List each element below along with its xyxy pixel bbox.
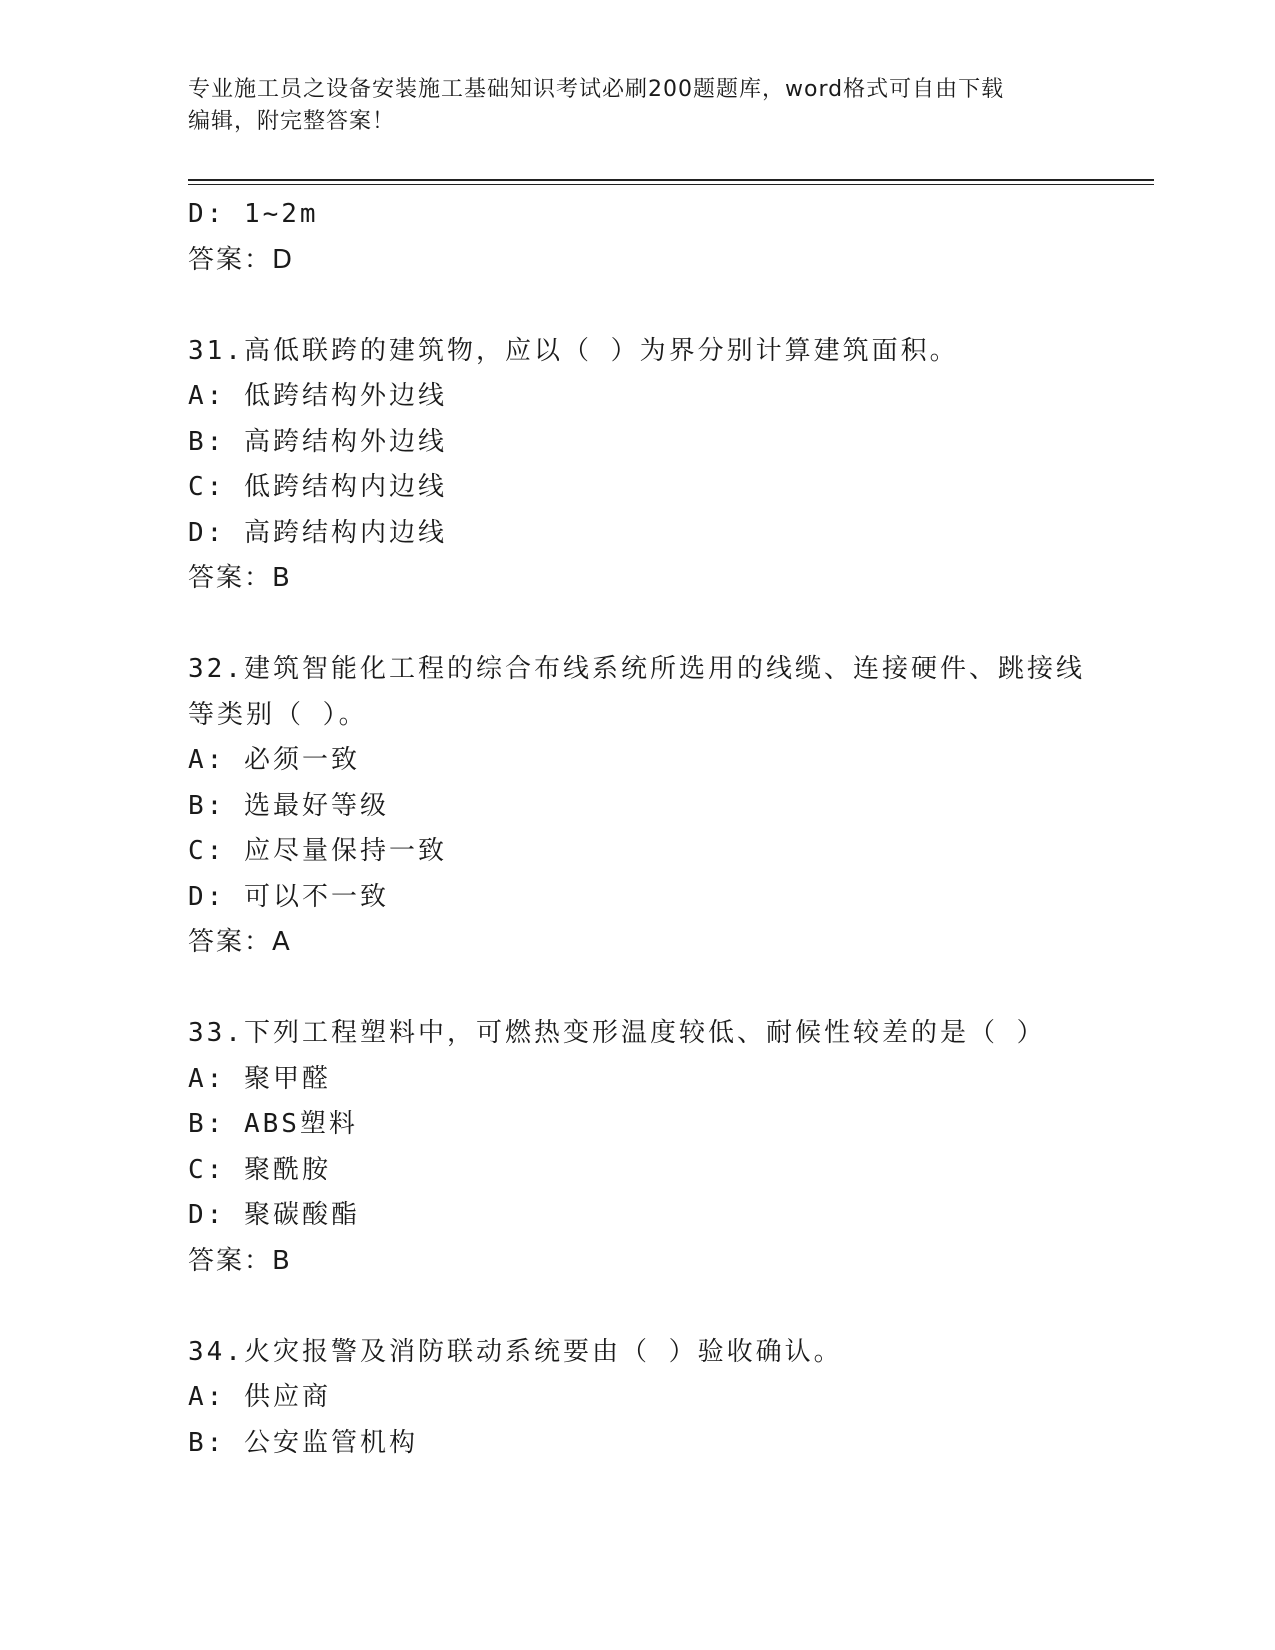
spacer: [188, 283, 1148, 329]
header-rule-thin: [188, 184, 1154, 185]
spacer: [188, 966, 1148, 1012]
option-b: B: 高跨结构外边线: [188, 426, 447, 457]
answer-line: 答案：D: [188, 244, 295, 275]
question-33: [188, 1011, 1148, 1284]
option-d: D: 高跨结构内边线: [188, 517, 447, 548]
option-d: D: 1~2m: [188, 199, 319, 229]
option-a: A: 聚甲醛: [188, 1063, 331, 1094]
question-stem: 31.高低联跨的建筑物，应以（ ）为界分别计算建筑面积。: [188, 335, 959, 366]
answer-line: 答案：A: [188, 927, 292, 957]
question-stem: 33.下列工程塑料中，可燃热变形温度较低、耐候性较差的是（ ）: [188, 1018, 1046, 1048]
option-c: C: 聚酰胺: [188, 1154, 331, 1185]
question-34: [188, 1330, 1148, 1467]
option-a: A: 低跨结构外边线: [188, 381, 447, 411]
option-b: B: 选最好等级: [188, 790, 389, 821]
document-header: [188, 74, 1088, 138]
header-title-line-2: 编辑，附完整答案！: [188, 109, 396, 134]
option-b: B: 公安监管机构: [188, 1427, 418, 1458]
option-a: A: 供应商: [188, 1382, 331, 1412]
header-title-line-1: 专业施工员之设备安装施工基础知识考试必刷200题题库，word格式可自由下载: [188, 77, 1005, 102]
option-c: C: 低跨结构内边线: [188, 472, 447, 502]
question-stem-line-1: 32.建筑智能化工程的综合布线系统所选用的线缆、连接硬件、跳接线: [188, 654, 1085, 684]
option-c: C: 应尽量保持一致: [188, 836, 447, 866]
option-d: D: 可以不一致: [188, 881, 389, 912]
option-d: D: 聚碳酸酯: [188, 1200, 360, 1230]
answer-line: 答案：B: [188, 1245, 292, 1276]
question-32: [188, 647, 1148, 966]
spacer: [188, 1284, 1148, 1330]
spacer: [188, 602, 1148, 648]
question-stem: 34.火灾报警及消防联动系统要由（ ）验收确认。: [188, 1336, 843, 1367]
question-stem-line-2: 等类别（ ）。: [188, 699, 368, 730]
answer-line: 答案：B: [188, 563, 292, 593]
question-31: [188, 329, 1148, 602]
question-list: [188, 192, 1148, 1466]
option-a: A: 必须一致: [188, 745, 360, 775]
option-b: B: ABS塑料: [188, 1109, 358, 1139]
header-rule-thick: [188, 179, 1154, 181]
